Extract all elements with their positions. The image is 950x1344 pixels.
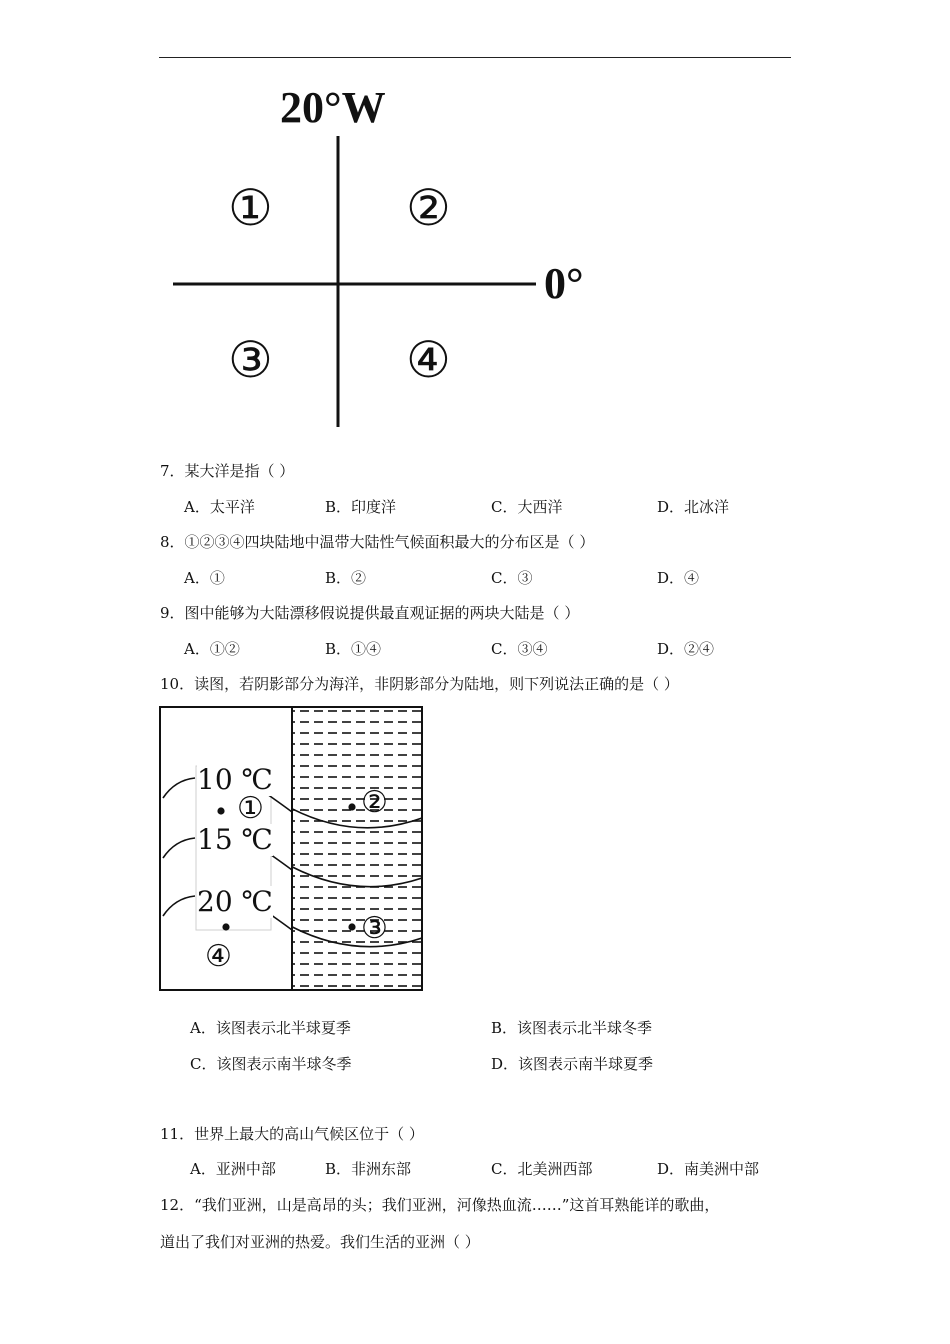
question-7-option-d[interactable]: D．北冰洋: [657, 498, 730, 516]
figure-isotherm-map: [159, 706, 425, 992]
question-11-option-a[interactable]: A．亚洲中部: [190, 1160, 276, 1178]
question-11-option-d[interactable]: D．南美洲中部: [657, 1160, 760, 1178]
question-9-option-a[interactable]: A．①②: [184, 640, 240, 658]
question-8-option-d[interactable]: D．④: [657, 569, 700, 587]
figure-quadrant-map: [160, 80, 620, 440]
question-9-option-c[interactable]: C．③④: [491, 640, 548, 658]
region-2-label: ②: [406, 179, 451, 237]
point-1-label: ①: [237, 791, 264, 826]
region-3-label: ③: [228, 331, 273, 389]
point-4-dot: [222, 923, 229, 930]
header-rule: [159, 57, 791, 58]
point-3-dot: [348, 923, 355, 930]
question-8-option-b[interactable]: B．②: [325, 569, 367, 587]
question-7-stem: 7．某大洋是指（ ）: [160, 462, 295, 480]
question-11-option-b[interactable]: B．非洲东部: [325, 1160, 412, 1178]
question-8-stem: 8．①②③④四块陆地中温带大陆性气候面积最大的分布区是（ ）: [160, 533, 595, 551]
isotherm-20-label: 20 ℃: [197, 885, 273, 918]
question-12-stem-line2: 道出了我们对亚洲的热爱。我们生活的亚洲（ ）: [160, 1233, 480, 1251]
question-7-option-b[interactable]: B．印度洋: [325, 498, 397, 516]
question-10-option-b[interactable]: B．该图表示北半球冬季: [491, 1019, 653, 1037]
meridian-label: 20°W: [280, 83, 386, 132]
region-4-label: ④: [406, 331, 451, 389]
question-7-option-c[interactable]: C．大西洋: [491, 498, 563, 516]
question-8-option-a[interactable]: A．①: [184, 569, 225, 587]
question-9-option-b[interactable]: B．①④: [325, 640, 382, 658]
question-11-stem: 11．世界上最大的高山气候区位于（ ）: [160, 1125, 424, 1143]
isotherm-15-label: 15 ℃: [197, 823, 273, 856]
question-7-option-a[interactable]: A．太平洋: [184, 498, 255, 516]
point-4-label: ④: [205, 939, 232, 974]
point-2-label: ②: [361, 785, 388, 820]
question-12-stem-line1: 12．“我们亚洲，山是高昂的头；我们亚洲，河像热血流……”这首耳熟能详的歌曲，: [160, 1196, 720, 1214]
question-10-option-a[interactable]: A．该图表示北半球夏季: [190, 1019, 351, 1037]
question-10-option-c[interactable]: C．该图表示南半球冬季: [190, 1055, 352, 1073]
isotherm-10-label: 10 ℃: [197, 763, 273, 796]
point-2-dot: [348, 803, 355, 810]
region-1-label: ①: [228, 179, 273, 237]
equator-label: 0°: [544, 259, 584, 308]
point-3-label: ③: [361, 911, 388, 946]
question-10-option-d[interactable]: D．该图表示南半球夏季: [491, 1055, 654, 1073]
question-10-stem: 10．读图，若阴影部分为海洋，非阴影部分为陆地，则下列说法正确的是（ ）: [160, 675, 679, 693]
question-11-option-c[interactable]: C．北美洲西部: [491, 1160, 593, 1178]
point-1-dot: [217, 807, 224, 814]
question-9-stem: 9．图中能够为大陆漂移假说提供最直观证据的两块大陆是（ ）: [160, 604, 580, 622]
question-9-option-d[interactable]: D．②④: [657, 640, 715, 658]
sea-area: [292, 707, 422, 990]
question-8-option-c[interactable]: C．③: [491, 569, 533, 587]
